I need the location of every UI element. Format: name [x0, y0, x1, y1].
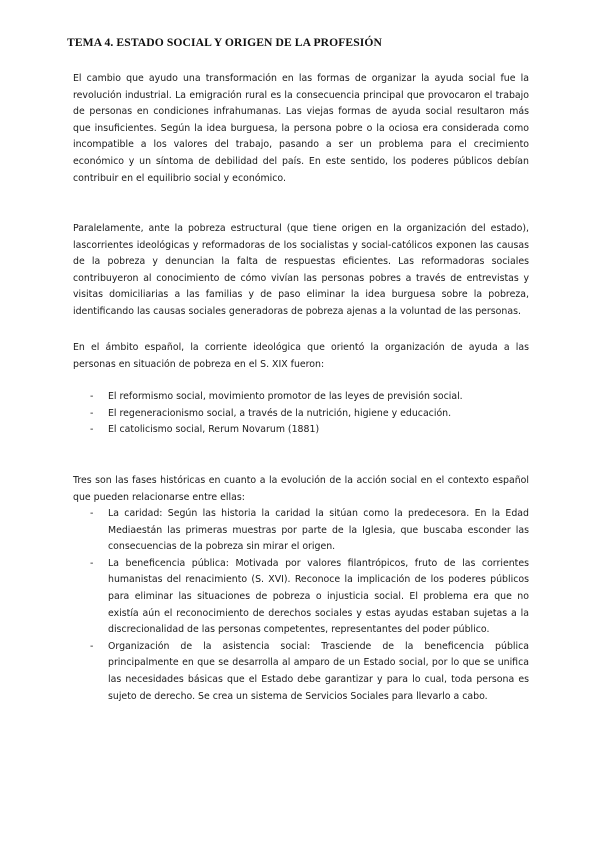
bullet-dash: - [90, 424, 94, 436]
paragraph-historical-phases: Tres son las fases históricas en cuanto a la evolución de la acción social en el contexto español que pueden relacionarse entre ellas: [73, 475, 529, 503]
bullet-dash: - [90, 508, 94, 519]
list-item [73, 406, 529, 423]
list-item [73, 389, 529, 406]
historical-phases-list [73, 506, 529, 705]
bullet-dash: - [90, 391, 94, 402]
paragraph-industrial-revolution: El cambio que ayudo una transformación en las formas de organizar la ayuda social fue la revolución industrial. La emigración rural es la consecuencia principal que provocaron el trabajo de personas en condiciones infrahumanas. Las viejas formas de ayuda social resultaron más que insuficientes. Según la idea burguesa, la persona pobre o la ociosa era considerada como incompatible a los valores del trabajo, pasando a ser un problema para el crecimiento económico y un síntoma de debilidad del país. En este sentido, los poderes públicos debían contribuir en el equilibrio social y económico. [73, 73, 529, 184]
paragraph-spanish-context: En el ámbito español, la corriente ideológica que orientó la organización de ayuda a las personas en situación de pobreza en el S. XIX fueron: [73, 342, 529, 370]
list-item [73, 639, 529, 705]
list-item [73, 506, 529, 556]
bullet-dash: - [90, 557, 94, 569]
bullet-dash: - [90, 407, 94, 419]
list-item-text: El regeneracionismo social, a través de la nutrición, higiene y educación. [108, 407, 452, 419]
list-item [73, 422, 529, 439]
bullet-dash: - [90, 640, 94, 652]
list-item-text: El catolicismo social, Rerum Novarum (1881) [108, 424, 320, 436]
ideological-currents-list [73, 389, 529, 439]
list-item-text: Organización de la asistencia social: Trasciende de la beneficencia pública principalmente en que se desarrolla al amparo de un Estado social, por lo que se unifica las necesidades básicas que el Estado debe garantizar y para lo cual, toda persona es sujeto de derecho. Se crea un sistema de Servicios Sociales para llevarlo a cabo. [108, 640, 529, 702]
list-item-text: La beneficencia pública: Motivada por valores filantrópicos, fruto de las corrientes humanistas del renacimiento (S. XVI). Reconoce la implicación de los poderes públicos para eliminar las situaciones de pobreza o injusticia social. El problema era que no existía aún el reconocimiento de derechos sociales y estas ayudas estaban sujetas a la discrecionalidad de las personas competentes, representantes del poder público. [108, 557, 529, 636]
list-item-text: El reformismo social, movimiento promotor de las leyes de previsión social. [108, 391, 463, 402]
document-title: TEMA 4. ESTADO SOCIAL Y ORIGEN DE LA PROFESIÓN [67, 36, 383, 49]
list-item [73, 556, 529, 639]
list-item-text: La caridad: Según las historia la caridad la sitúan como la predecesora. En la Edad Mediaestán las primeras muestras por parte de la Iglesia, que buscaba esconder las consecuencias de la pobreza sin mirar el origen. [108, 508, 529, 553]
paragraph-structural-poverty: Paralelamente, ante la pobreza estructural (que tiene origen en la organización del estado), lascorrientes ideológicas y reformadoras de los socialistas y social-católicos exponen las causas de la pobreza y denuncian la falta de respuestas eficientes. Las reformadoras sociales contribuyeron al conocimiento de cómo vivían las personas pobres a través de entrevistas y visitas domiciliarias a las familias y de paso eliminar la idea burguesa sobre la pobreza, identificando las causas sociales generadoras de pobreza ajenas a la voluntad de las personas. [73, 223, 529, 317]
